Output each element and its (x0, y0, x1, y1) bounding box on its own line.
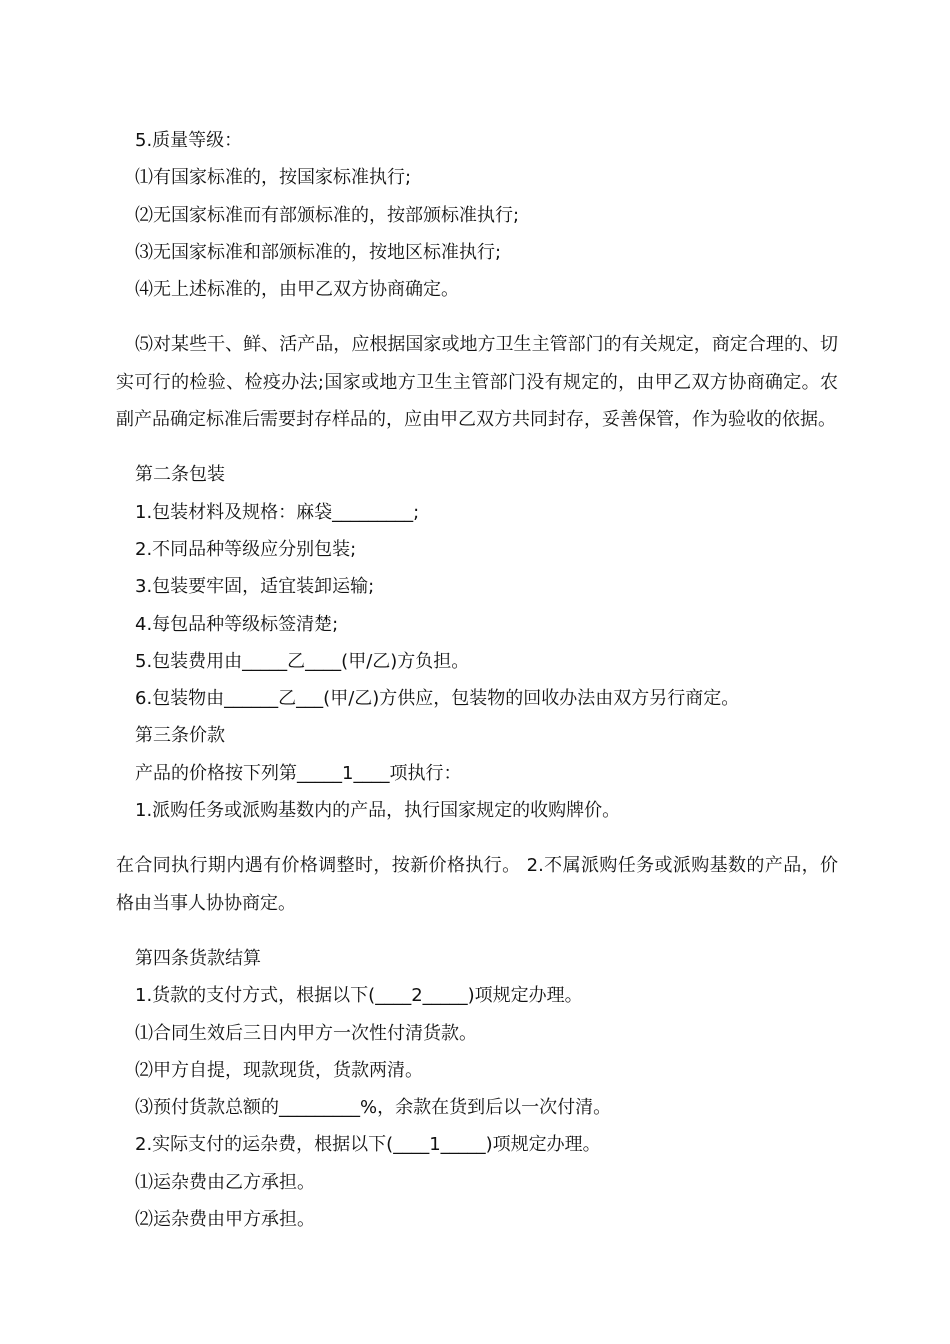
list-item: ⑶无国家标准和部颁标准的，按地区标准执行; (135, 241, 502, 263)
list-item: 1.货款的支付方式，根据以下(____2_____)项规定办理。 (135, 985, 583, 1007)
list-item: ⑸对某些干、鲜、活产品，应根据国家或地方卫生主管部门的有关规定，商定合理的、切实可行的检验、检疫办法;国家或地方卫生主管部门没有规定的，由甲乙双方协商确定。农副产品确定标准后需要封存样品的，应由甲乙双方共同封存，妥善保管，作为验收的依据。 (116, 334, 838, 431)
section-heading-price: 第三条价款 (135, 725, 225, 747)
list-item: 4.每包品种等级标签清楚; (135, 613, 339, 635)
list-item: ⑵运杂费由甲方承担。 (135, 1209, 315, 1231)
section-heading-settlement: 第四条货款结算 (135, 947, 261, 969)
list-item: 3.包装要牢固，适宜装卸运输; (135, 576, 375, 598)
section-heading-packaging: 第二条包装 (135, 464, 225, 486)
list-item: ⑷无上述标准的，由甲乙双方协商确定。 (135, 279, 459, 301)
list-item: ⑴运杂费由乙方承担。 (135, 1171, 315, 1193)
list-item: ⑵甲方自提，现款现货，货款两清。 (135, 1059, 423, 1081)
list-item: 在合同执行期内遇有价格调整时，按新价格执行。 2.不属派购任务或派购基数的产品，价格由当事人协协商定。 (116, 855, 838, 914)
list-item: ⑵无国家标准而有部颁标准的，按部颁标准执行; (135, 204, 520, 226)
list-item: ⑶预付货款总额的_________%，余款在货到后以一次付清。 (135, 1097, 612, 1119)
list-item: 5.包装费用由_____乙____(甲/乙)方负担。 (135, 650, 470, 672)
list-item: 1.派购任务或派购基数内的产品，执行国家规定的收购牌价。 (135, 800, 621, 822)
list-item: 6.包装物由______乙___(甲/乙)方供应，包装物的回收办法由双方另行商定。 (135, 688, 740, 710)
list-item: 2.不同品种等级应分别包装; (135, 538, 357, 560)
list-item: ⑴有国家标准的，按国家标准执行; (135, 167, 412, 189)
quality-grade-heading: 5.质量等级： (135, 130, 243, 151)
list-item: 2.实际支付的运杂费，根据以下(____1_____)项规定办理。 (135, 1134, 601, 1156)
list-item: 1.包装材料及规格：麻袋_________; (135, 501, 420, 523)
list-item: 产品的价格按下列第_____1____项执行： (135, 762, 462, 784)
document-body (116, 122, 838, 1238)
list-item: ⑴合同生效后三日内甲方一次性付清货款。 (135, 1022, 477, 1044)
